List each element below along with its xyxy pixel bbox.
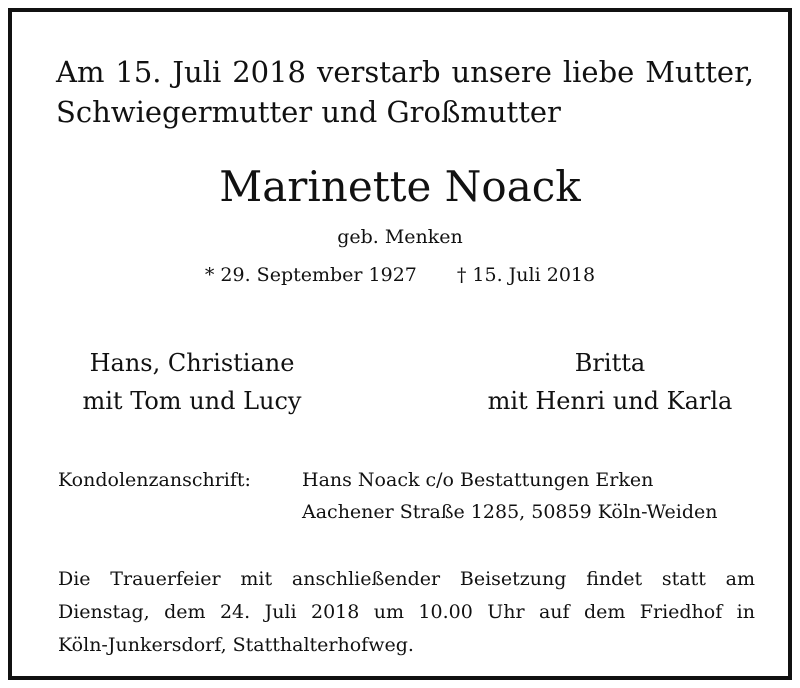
intro-text — [56, 52, 754, 132]
life-dates — [12, 264, 788, 286]
family-left-line-1: Hans, Christiane — [89, 349, 295, 377]
condolence-label: Kondolenzanschrift: — [58, 469, 251, 491]
birth-date: * 29. September 1927 — [204, 264, 417, 286]
intro-line-1: Am 15. Juli 2018 verstarb unsere liebe Mutter, — [56, 55, 754, 89]
condolence-line-1: Hans Noack c/o Bestattungen Erken — [302, 469, 654, 491]
maiden-name: geb. Menken — [337, 226, 463, 248]
condolence-line-2: Aachener Straße 1285, 50859 Köln-Weiden — [302, 501, 718, 523]
family-group-right — [460, 344, 760, 420]
condolence-address — [302, 464, 718, 528]
death-date: † 15. Juli 2018 — [456, 264, 596, 286]
obituary-notice — [8, 8, 792, 680]
family-left-line-2: mit Tom und Lucy — [82, 387, 302, 415]
funeral-line-1: Die Trauerfeier mit anschließender Beisetzung findet statt am — [58, 568, 755, 590]
family-group-left — [52, 344, 332, 420]
intro-line-2: Schwiegermutter und Großmutter — [56, 95, 561, 129]
deceased-name: Marinette Noack — [219, 162, 581, 211]
funeral-line-3: Köln-Junkersdorf, Statthalterhofweg. — [58, 634, 414, 656]
family-right-line-1: Britta — [574, 349, 646, 377]
funeral-line-2: Dienstag, dem 24. Juli 2018 um 10.00 Uhr auf dem Friedhof in — [58, 601, 755, 623]
funeral-info — [58, 563, 755, 662]
family-right-line-2: mit Henri und Karla — [487, 387, 733, 415]
